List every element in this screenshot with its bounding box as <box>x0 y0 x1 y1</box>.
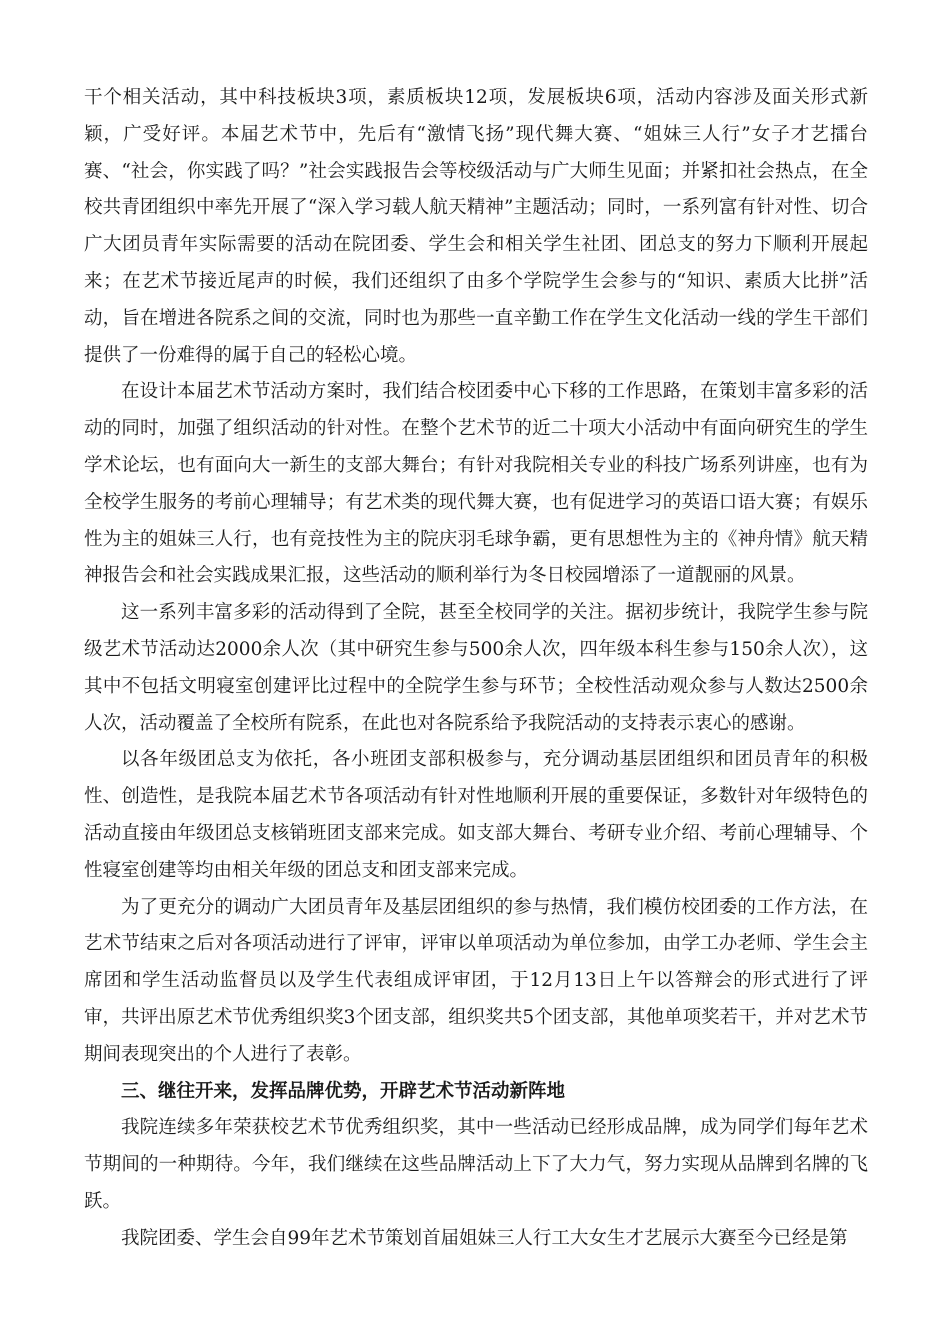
paragraph-continued: 干个相关活动，其中科技板块3项，素质板块12项，发展板块6项，活动内容涉及面关形式新颖，广受好评。本届艺术节中，先后有“激情飞扬”现代舞大赛、“姐妹三人行”女子才艺擂台赛、“社会，你实践了吗？”社会实践报告会等校级活动与广大师生见面；并紧扣社会热点，在全校共青团组织中率先开展了“深入学习载人航天精神”主题活动；同时，一系列富有针对性、切合广大团员青年实际需要的活动在院团委、学生会和相关学生社团、团总支的努力下顺利开展起来；在艺术节接近尾声的时候，我们还组织了由多个学院学生会参与的“知识、素质大比拼”活动，旨在增进各院系之间的交流，同时也为那些一直辛勤工作在学生文化活动一线的学生干部们提供了一份难得的属于自己的轻松心境。 <box>84 87 868 366</box>
paragraph-brand-activities: 我院连续多年荣获校艺术节优秀组织奖，其中一些活动已经形成品牌，成为同学们每年艺术节期间的一种期待。今年，我们继续在这些品牌活动上下了大力气，努力实现从品牌到名牌的飞跃。 <box>84 1117 868 1212</box>
paragraph-evaluation: 为了更充分的调动广大团员青年及基层团组织的参与热情，我们模仿校团委的工作方法，在艺术节结束之后对各项活动进行了评审，评审以单项活动为单位参加，由学工办老师、学生会主席团和学生活动监督员以及学生代表组成评审团，于12月13日上午以答辩会的形式进行了评审，共评出原艺术节优秀组织奖3个团支部，组织奖共5个团支部，其他单项奖若干，并对艺术节期间表现突出的个人进行了表彰。 <box>84 896 868 1065</box>
paragraph-participation-stats: 这一系列丰富多彩的活动得到了全院，甚至全校同学的关注。据初步统计，我院学生参与院级艺术节活动达2000余人次（其中研究生参与500余人次，四年级本科生参与150余人次），这其中不包括文明寝室创建评比过程中的全院学生参与环节；全校性活动观众参与人数达2500余人次，活动覆盖了全校所有院系，在此也对各院系给予我院活动的支持表示衷心的感谢。 <box>84 602 868 734</box>
paragraph-activity-design: 在设计本届艺术节活动方案时，我们结合校团委中心下移的工作思路，在策划丰富多彩的活动的同时，加强了组织活动的针对性。在整个艺术节的近二十项大小活动中有面向研究生的学生学术论坛，也有面向大一新生的支部大舞台；有针对我院相关专业的科技广场系列讲座，也有为全校学生服务的考前心理辅导；有艺术类的现代舞大赛，也有促进学习的英语口语大赛；有娱乐性为主的姐妹三人行，也有竞技性为主的院庆羽毛球争霸，更有思想性为主的《神舟情》航天精神报告会和社会实践成果汇报，这些活动的顺利举行为冬日校园增添了一道靓丽的风景。 <box>84 381 868 587</box>
section-heading: 三、继往开来，发挥品牌优势，开辟艺术节活动新阵地 <box>121 1080 566 1102</box>
document-page <box>84 80 868 1258</box>
paragraph-grade-branches: 以各年级团总支为依托，各小班团支部积极参与，充分调动基层团组织和团员青年的积极性、创造性，是我院本届艺术节各项活动有针对性地顺利开展的重要保证，多数针对年级特色的活动直接由年级团总支核销班团支部来完成。如支部大舞台、考研专业介绍、考前心理辅导、个性寝室创建等均由相关年级的团总支和团支部来完成。 <box>84 749 868 881</box>
paragraph-truncated: 我院团委、学生会自99年艺术节策划首届姐妹三人行工大女生才艺展示大赛至今已经是第 <box>121 1227 848 1249</box>
